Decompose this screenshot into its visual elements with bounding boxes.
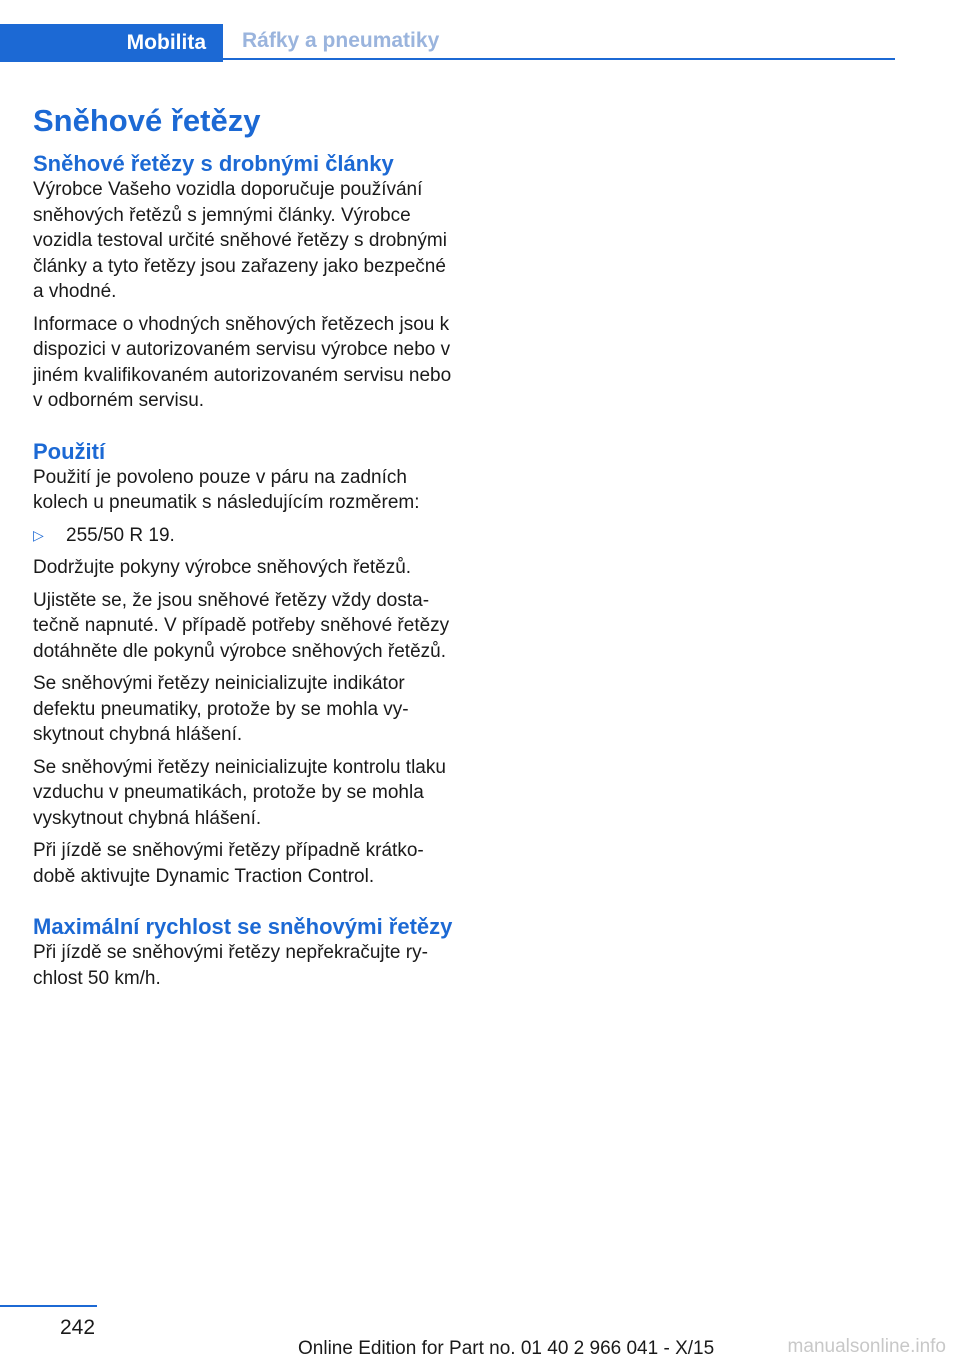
paragraph: Informace o vhodných sněhových řetězech jsou k dispozici v autorizovaném servisu výrobce nebo v jiném kvalifikovaném autorizovaném servisu nebo v odborném servisu. (33, 313, 452, 411)
list-item (33, 523, 453, 549)
subsection-heading-usage: Použití (33, 438, 106, 464)
paragraph: Při jízdě se sněhovými řetězy nepřekračujte rychlost 50 km/h. (33, 942, 428, 989)
triangle-bullet-icon: ▷ (33, 526, 44, 543)
subsection-heading-fine-chains: Sněhové řetězy s drobnými články (33, 151, 394, 176)
paragraph: Při jízdě se sněhovými řetězy případně krátkodobě aktivujte Dynamic Traction Control. (33, 840, 424, 887)
paragraph: Dodržujte pokyny výrobce sněhových řetězů. (33, 557, 412, 578)
tab-rafky-a-pneumatiky[interactable]: Ráfky a pneumatiky (223, 24, 895, 60)
subsection-heading-max-speed: Maximální rychlost se sněhovými řetězy (33, 914, 453, 939)
list-item-text: 255/50 R 19. (66, 524, 175, 546)
page-number: 242 (60, 1316, 96, 1339)
tab-mobilita[interactable]: Mobilita (0, 24, 223, 62)
edition-note: Online Edition for Part no. 01 40 2 966 041 - X/15 (298, 1338, 715, 1359)
page-content (33, 100, 453, 998)
chapter-header (0, 24, 895, 62)
paragraph: Výrobce Vašeho vozidla doporučuje používání sněhových řetězů s jemnými články. Výrobce vozidla testoval určité sněhové řetězy s drobnými články a tyto řetězy jsou zařazeny jako bezpečné a vhodné. (33, 179, 447, 302)
paragraph: Ujistěte se, že jsou sněhové řetězy vždy dostatečně napnuté. V případě potřeby sněhové řetězy dotáhněte dle pokynů výrobce sněhových řetězů. (33, 589, 450, 662)
paragraph: Se sněhovými řetězy neinicializujte indikátor defektu pneumatiky, protože by se mohla vyskytnout chybná hlášení. (33, 673, 409, 745)
paragraph: Se sněhovými řetězy neinicializujte kontrolu tlaku vzduchu v pneumatikách, protože by se mohla vyskytnout chybná hlášení. (33, 756, 446, 829)
watermark: manualsonline.info (787, 1336, 946, 1357)
page-title: Sněhové řetězy (33, 103, 261, 138)
footer-divider (0, 1305, 97, 1307)
paragraph: Použití je povoleno pouze v páru na zadních kolech u pneumatik s následujícím rozměrem: (33, 466, 420, 513)
